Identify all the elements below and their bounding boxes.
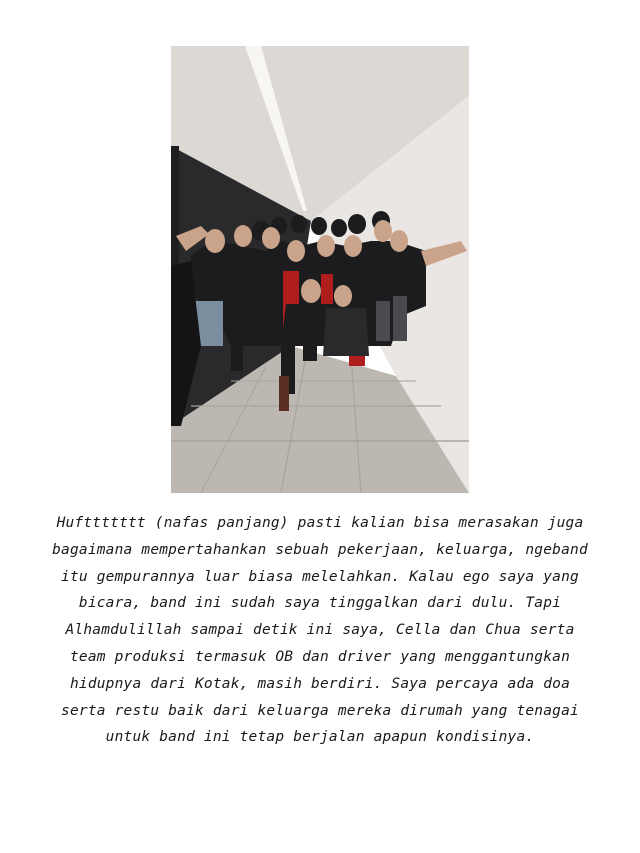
caption-text: Hufttttttt (nafas panjang) pasti kalian bisa merasakan juga bagaimana mempertahankan sebuah pekerjaan, keluarga, ngeband itu gempurannya luar biasa melelahkan. Kalau ego saya yang bicara, band ini sudah saya tinggalkan dari dulu. Tapi Alhamdulillah sampai detik ini saya, Cella dan Chua serta team produksi termasuk OB dan driver yang menggantungkan hidupnya dari Kotak, masih berdiri. Saya percaya ada doa serta restu baik dari keluarga mereka dirumah yang tenagai untuk band ini tetap berjalan apapun kondisinya.	[52, 515, 588, 746]
group-photo	[171, 46, 469, 493]
group-photo-image	[171, 46, 469, 493]
